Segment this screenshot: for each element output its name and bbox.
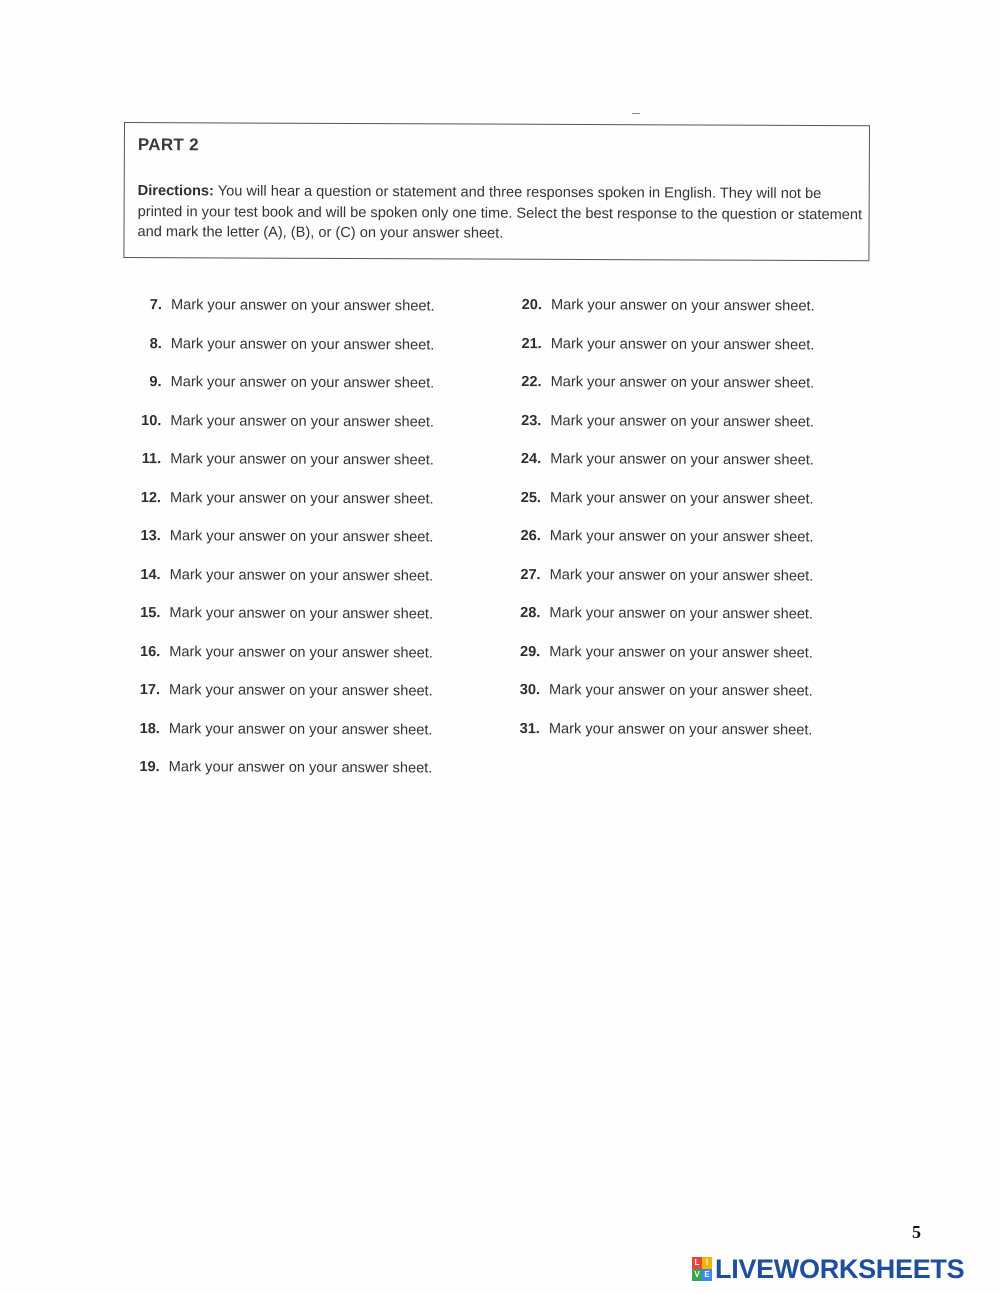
question-number: 29. <box>519 643 541 660</box>
question-text: Mark your answer on your answer sheet. <box>169 528 434 546</box>
question-number: 10. <box>141 412 162 429</box>
directions-paragraph <box>137 181 863 246</box>
question-text: Mark your answer on your answer sheet. <box>549 605 814 623</box>
question-row <box>133 489 434 529</box>
question-row <box>133 451 434 491</box>
directions-box <box>123 122 870 261</box>
question-number: 8. <box>149 335 162 352</box>
question-text: Mark your answer on your answer sheet. <box>170 335 435 353</box>
question-text: Mark your answer on your answer sheet. <box>168 720 433 738</box>
question-row <box>132 682 433 722</box>
liveworksheets-brand[interactable] <box>692 1254 964 1284</box>
question-text: Mark your answer on your answer sheet. <box>549 566 814 584</box>
question-text: Mark your answer on your answer sheet. <box>170 374 435 392</box>
question-number: 30. <box>519 682 541 699</box>
question-text: Mark your answer on your answer sheet. <box>548 720 813 738</box>
question-number: 21. <box>521 335 542 352</box>
question-number: 17. <box>139 682 161 699</box>
question-number: 9. <box>149 374 162 391</box>
logo-letter: V <box>692 1269 702 1281</box>
question-text: Mark your answer on your answer sheet. <box>550 335 815 353</box>
question-text: Mark your answer on your answer sheet. <box>549 528 814 546</box>
question-number: 11. <box>141 451 162 468</box>
question-text: Mark your answer on your answer sheet. <box>550 451 814 469</box>
question-row <box>514 335 815 375</box>
question-text: Mark your answer on your answer sheet. <box>169 566 434 584</box>
question-row <box>134 335 435 375</box>
logo-letter: E <box>702 1269 712 1281</box>
question-text: Mark your answer on your answer sheet. <box>169 605 434 623</box>
question-row <box>132 759 433 799</box>
question-number: 13. <box>140 528 161 545</box>
question-row <box>512 682 813 722</box>
question-text: Mark your answer on your answer sheet. <box>169 489 434 507</box>
question-row <box>133 528 434 568</box>
scan-mark <box>632 113 640 114</box>
question-number: 14. <box>140 566 161 583</box>
question-text: Mark your answer on your answer sheet. <box>549 489 814 507</box>
question-text: Mark your answer on your answer sheet. <box>170 297 435 315</box>
question-row <box>132 720 433 760</box>
question-row <box>132 566 433 606</box>
part-title: PART 2 <box>137 135 199 155</box>
question-row <box>513 412 814 452</box>
question-number: 12. <box>140 489 162 506</box>
question-number: 20. <box>521 297 542 314</box>
question-row <box>513 374 814 414</box>
page-number: 5 <box>912 1222 921 1242</box>
question-row <box>133 374 434 414</box>
directions-text: You will hear a question or statement and three responses spoken in English. They will not be printed in your test book and will be spoken only one time. Select the best response to the question or statement and mark the letter (A), (B), or (C) on your answer sheet. <box>137 183 863 242</box>
question-row <box>512 720 813 760</box>
question-number: 25. <box>520 489 542 506</box>
question-number: 7. <box>149 297 162 314</box>
liveworksheets-logo-icon <box>692 1257 712 1281</box>
question-number: 19. <box>139 759 160 776</box>
question-text: Mark your answer on your answer sheet. <box>549 643 813 661</box>
question-number: 31. <box>519 720 540 737</box>
question-text: Mark your answer on your answer sheet. <box>550 374 815 392</box>
question-row <box>512 566 813 606</box>
question-row <box>514 297 815 337</box>
brand-wordmark: LIVEWORKSHEETS <box>715 1253 965 1284</box>
question-text: Mark your answer on your answer sheet. <box>169 682 433 700</box>
question-row <box>132 643 433 683</box>
question-number: 27. <box>520 566 541 583</box>
question-number: 23. <box>521 412 542 429</box>
question-text: Mark your answer on your answer sheet. <box>168 759 433 777</box>
question-number: 15. <box>140 605 161 622</box>
question-row <box>134 297 435 337</box>
question-row <box>132 605 433 645</box>
question-number: 26. <box>520 528 541 545</box>
question-number: 28. <box>520 605 541 622</box>
question-text: Mark your answer on your answer sheet. <box>169 643 433 661</box>
question-row <box>133 412 434 452</box>
question-number: 16. <box>139 643 161 660</box>
question-row <box>512 643 813 683</box>
question-row <box>513 489 814 529</box>
question-number: 18. <box>139 720 160 737</box>
question-number: 24. <box>520 451 542 468</box>
question-text: Mark your answer on your answer sheet. <box>550 297 815 315</box>
logo-letter: L <box>692 1257 702 1269</box>
directions-label: Directions: <box>137 183 214 200</box>
question-text: Mark your answer on your answer sheet. <box>170 451 434 469</box>
question-column-left <box>132 297 435 799</box>
question-column-right <box>512 297 815 760</box>
question-text: Mark your answer on your answer sheet. <box>550 412 815 430</box>
question-row <box>512 605 813 645</box>
question-text: Mark your answer on your answer sheet. <box>170 412 435 430</box>
question-number: 22. <box>521 374 542 391</box>
question-row <box>513 451 814 491</box>
question-row <box>513 528 814 568</box>
question-text: Mark your answer on your answer sheet. <box>549 682 813 700</box>
logo-letter: I <box>702 1257 712 1269</box>
